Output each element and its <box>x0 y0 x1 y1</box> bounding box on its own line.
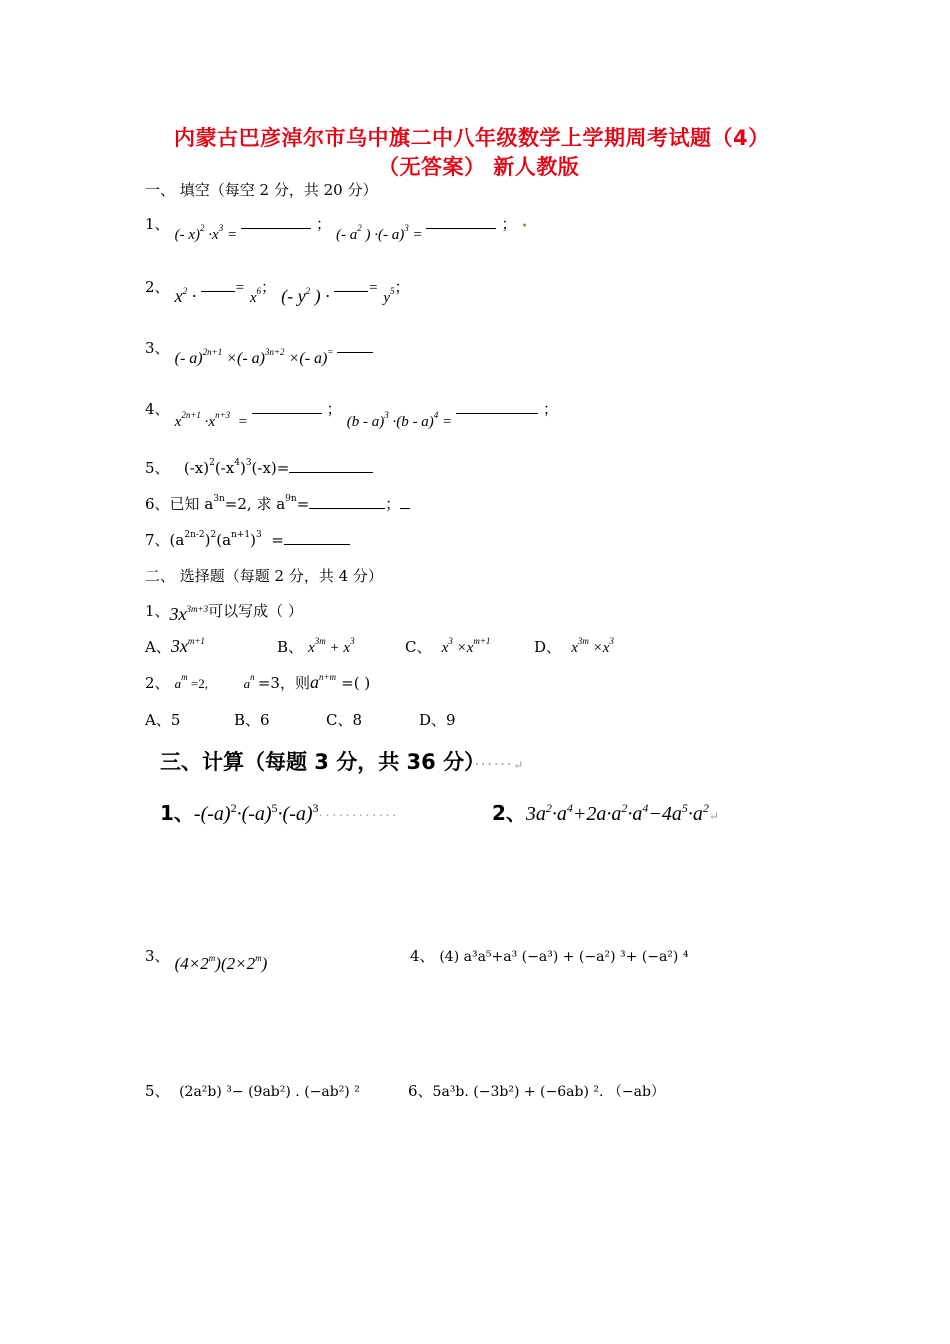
artifact-dot: • <box>521 221 528 232</box>
s2-q2-option-b[interactable]: B、6 <box>234 711 270 729</box>
s1-q3: 3、 (- a)$^{2n+1}$ ×(- a)$^{3n+2}$ ×(- a)= <box>145 337 373 358</box>
s1-q6: 6、已知 $a^{3n}=2$, 求 $a^{9n}=$ ； <box>145 493 410 514</box>
s2-q1-option-c[interactable]: C、 $x^3 \times x^{m+1}$ <box>405 636 491 656</box>
answer-blank[interactable] <box>337 351 373 353</box>
section1-heading: 一、 填空（每空 2 分，共 20 分） <box>145 181 378 199</box>
answer-blank[interactable] <box>426 227 496 229</box>
section2-heading: 二、 选择题（每题 2 分，共 4 分） <box>145 567 383 585</box>
s1-q4: 4、 $x^{2n+1} \cdot x^{n+3}$ = ； (b - a)$^3$ ·(b - a)$^4$ = ； <box>145 400 558 430</box>
s2-q2: 2、 $a^m =2$, $a^n =3$，则$a^{n+m}$ =( ) <box>145 672 371 692</box>
s3-q3: 3、 $(4\times 2^m)(2\times 2^m)$ <box>145 947 268 973</box>
answer-blank[interactable] <box>309 507 385 509</box>
answer-blank[interactable] <box>241 227 311 229</box>
s1-q2: 2、 $x^2$ · = $x^6$； (- $y^2$ ) · = $y^5$； <box>145 278 410 306</box>
s1-q5: 5、 $(-x)^2(-x^4)^3(-x)=$ <box>145 457 373 478</box>
s3-q6: 6、5a³b. (−3b²) + (−6ab) ². （−ab） <box>408 1082 665 1100</box>
s1-q1: 1、 (- $x)^2 \cdot x^3$ = ； (- $a^2$ ) ·(- a)$^3$ = ； • <box>145 215 528 243</box>
answer-blank[interactable] <box>284 543 350 545</box>
s3-q1: 1、$-(-a)^2\cdot(-a)^5\cdot(-a)^3\cdot\cdot\cdot\cdot\cdot\cdot\cdot\cdot\cdot\cdot\cdot\cdot$ <box>160 801 399 825</box>
s1-q7: 7、$(a^{2n-2})^2(a^{n+1})^3$ = <box>145 529 350 550</box>
s2-q1: 1、$3x^{3m+3}$可以写成（ ） <box>145 602 303 624</box>
page-title-line2: （无答案） 新人教版 <box>378 155 580 179</box>
s3-q2: 2、$3a^2\cdot a^4+2a\cdot a^2\cdot a^4-4a^5\cdot a^2↵$ <box>492 801 719 825</box>
page-title-line1: 内蒙古巴彦淖尔市乌中旗二中八年级数学上学期周考试题（4） <box>174 126 770 150</box>
s2-q2-option-c[interactable]: C、8 <box>326 711 363 729</box>
answer-blank[interactable] <box>289 471 373 473</box>
section3-heading: 三、计算（每题 3 分，共 36 分）······↵ <box>160 750 524 774</box>
answer-blank[interactable] <box>334 290 368 292</box>
s3-q5: 5、 (2a²b) ³− (9ab²) . (−ab²) ² <box>145 1082 360 1100</box>
s2-q2-option-a[interactable]: A、5 <box>145 711 181 729</box>
answer-blank[interactable] <box>201 290 235 292</box>
question-number: 1、 <box>145 215 170 233</box>
s2-q1-option-d[interactable]: D、 $x^{3m} \times x^3$ <box>534 636 614 656</box>
expr: (- $x)^2 \cdot x^3$ = <box>174 223 238 243</box>
s2-q1-options: A、$3x^{m+1}$ <box>145 636 205 656</box>
answer-blank[interactable] <box>456 412 538 414</box>
s2-q2-option-d[interactable]: D、9 <box>419 711 456 729</box>
s2-q1-option-b[interactable]: B、 $x^{3m} + x^3$ <box>277 636 355 656</box>
s3-q4: 4、 (4) a³a⁵+a³ (−a³) + (−a²) ³+ (−a²) ⁴ <box>410 947 689 965</box>
answer-blank[interactable] <box>252 412 322 414</box>
expr: (- $a^2$ ) ·(- a)$^3$ = <box>336 223 423 243</box>
